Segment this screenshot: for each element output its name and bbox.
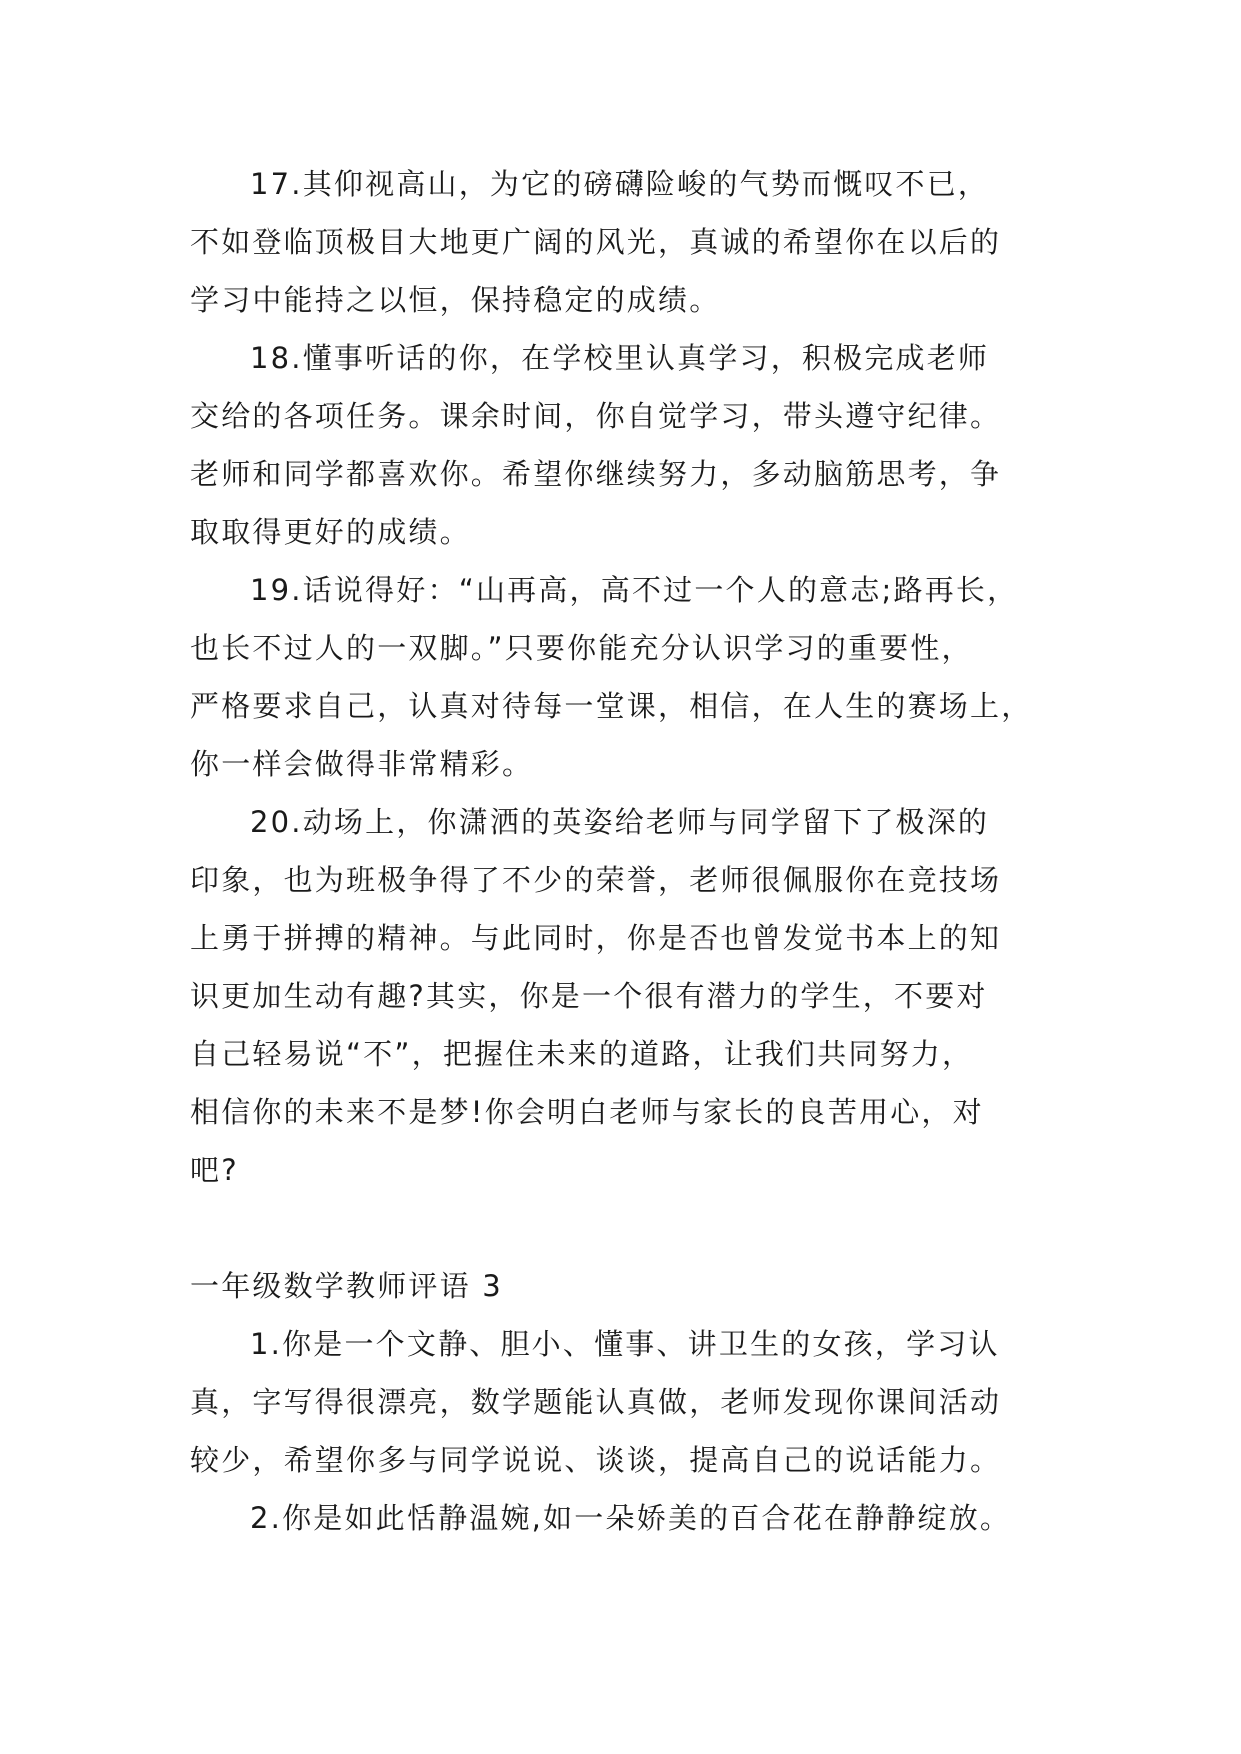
paragraph-17-line-1: 17.其仰视高山，为它的磅礴险峻的气势而慨叹不已， xyxy=(250,167,990,201)
paragraph-18-line-4: 取取得更好的成绩。 xyxy=(190,515,471,549)
paragraph-17-line-2: 不如登临顶极目大地更广阔的风光，真诚的希望你在以后的 xyxy=(190,225,1002,259)
paragraph-17-line-3: 学习中能持之以恒，保持稳定的成绩。 xyxy=(190,283,721,317)
paragraph-1-line-3: 较少，希望你多与同学说说、谈谈，提高自己的说话能力。 xyxy=(190,1443,1002,1477)
paragraph-20-line-6: 相信你的未来不是梦!你会明白老师与家长的良苦用心，对 xyxy=(190,1095,984,1129)
paragraph-20-line-7: 吧? xyxy=(190,1153,239,1187)
paragraph-20-line-3: 上勇于拼搏的精神。与此同时，你是否也曾发觉书本上的知 xyxy=(190,921,1002,955)
paragraph-20-line-4: 识更加生动有趣?其实，你是一个很有潜力的学生，不要对 xyxy=(190,979,988,1013)
paragraph-20-line-1: 20.动场上，你潇洒的英姿给老师与同学留下了极深的 xyxy=(250,805,990,839)
paragraph-1-line-2: 真，字写得很漂亮，数学题能认真做，老师发现你课间活动 xyxy=(190,1385,1002,1419)
paragraph-19-line-3: 严格要求自己，认真对待每一堂课，相信，在人生的赛场上， xyxy=(190,689,1033,723)
paragraph-19-line-1: 19.话说得好：“山再高，高不过一个人的意志;路再长， xyxy=(250,573,1019,607)
paragraph-19-line-2: 也长不过人的一双脚。”只要你能充分认识学习的重要性， xyxy=(190,631,973,665)
section-heading: 一年级数学教师评语 3 xyxy=(190,1269,503,1303)
paragraph-1-line-1: 1.你是一个文静、胆小、懂事、讲卫生的女孩，学习认 xyxy=(250,1327,1000,1361)
paragraph-2-line-1: 2.你是如此恬静温婉,如一朵娇美的百合花在静静绽放。 xyxy=(250,1501,1012,1535)
paragraph-19-line-4: 你一样会做得非常精彩。 xyxy=(190,747,534,781)
paragraph-20-line-2: 印象，也为班极争得了不少的荣誉，老师很佩服你在竞技场 xyxy=(190,863,1002,897)
paragraph-18-line-2: 交给的各项任务。课余时间，你自觉学习，带头遵守纪律。 xyxy=(190,399,1002,433)
paragraph-18-line-3: 老师和同学都喜欢你。希望你继续努力，多动脑筋思考，争 xyxy=(190,457,1002,491)
paragraph-20-line-5: 自己轻易说“不”，把握住未来的道路，让我们共同努力， xyxy=(190,1037,974,1071)
paragraph-18-line-1: 18.懂事听话的你，在学校里认真学习，积极完成老师 xyxy=(250,341,990,375)
